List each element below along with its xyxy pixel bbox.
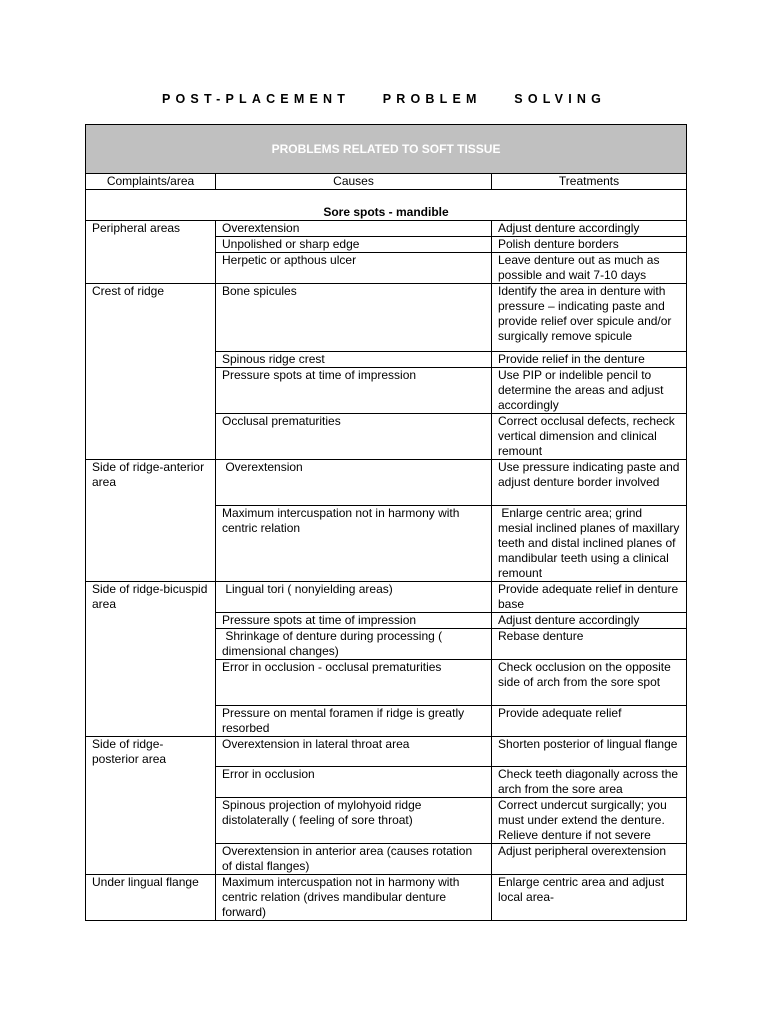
cause-cell: Maximum intercuspation not in harmony with centric relation: [216, 506, 492, 582]
table-banner: PROBLEMS RELATED TO SOFT TISSUE: [86, 125, 687, 174]
treatment-cell: Use pressure indicating paste and adjust denture border involved: [492, 460, 687, 506]
document-title: POST-PLACEMENT PROBLEM SOLVING: [161, 92, 607, 106]
treatment-cell: Leave denture out as much as possible and wait 7-10 days: [492, 253, 687, 284]
section-heading: Sore spots - mandible: [86, 190, 687, 221]
complaint-area-cell: Crest of ridge: [86, 284, 216, 460]
complaint-area-cell: Side of ridge-bicuspid area: [86, 582, 216, 737]
treatment-cell: Adjust peripheral overextension: [492, 844, 687, 875]
cause-cell: Overextension: [216, 460, 492, 506]
table-row: [86, 284, 687, 352]
banner-row: [86, 125, 687, 174]
treatment-cell: Use PIP or indelible pencil to determine the areas and adjust accordingly: [492, 368, 687, 414]
section-row: [86, 190, 687, 221]
cause-cell: Bone spicules: [216, 284, 492, 352]
treatment-cell: Enlarge centric area and adjust local area-: [492, 875, 687, 921]
cause-cell: Overextension in anterior area (causes rotation of distal flanges): [216, 844, 492, 875]
complaint-area-cell: Peripheral areas: [86, 221, 216, 284]
cause-cell: Pressure on mental foramen if ridge is greatly resorbed: [216, 706, 492, 737]
treatment-cell: Polish denture borders: [492, 237, 687, 253]
cause-cell: Herpetic or apthous ulcer: [216, 253, 492, 284]
complaint-area-cell: Side of ridge-posterior area: [86, 737, 216, 875]
table-row: [86, 875, 687, 921]
table-row: [86, 737, 687, 767]
treatment-cell: Adjust denture accordingly: [492, 613, 687, 629]
treatment-cell: Check occlusion on the opposite side of arch from the sore spot: [492, 660, 687, 706]
cause-cell: Error in occlusion: [216, 767, 492, 798]
cause-cell: Overextension in lateral throat area: [216, 737, 492, 767]
treatment-cell: Provide relief in the denture: [492, 352, 687, 368]
complaint-area-cell: Under lingual flange: [86, 875, 216, 921]
soft-tissue-problems-table: [85, 124, 687, 921]
treatment-cell: Provide adequate relief: [492, 706, 687, 737]
column-header-treatments: Treatments: [492, 174, 687, 190]
treatment-cell: Rebase denture: [492, 629, 687, 660]
treatment-cell: Check teeth diagonally across the arch from the sore area: [492, 767, 687, 798]
treatment-cell: Adjust denture accordingly: [492, 221, 687, 237]
cause-cell: Spinous ridge crest: [216, 352, 492, 368]
column-header-causes: Causes: [216, 174, 492, 190]
table-row: [86, 582, 687, 613]
cause-cell: Overextension: [216, 221, 492, 237]
cause-cell: Lingual tori ( nonyielding areas): [216, 582, 492, 613]
cause-cell: Pressure spots at time of impression: [216, 368, 492, 414]
treatment-cell: Provide adequate relief in denture base: [492, 582, 687, 613]
treatment-cell: Shorten posterior of lingual flange: [492, 737, 687, 767]
header-row: [86, 174, 687, 190]
cause-cell: Occlusal prematurities: [216, 414, 492, 460]
cause-cell: Pressure spots at time of impression: [216, 613, 492, 629]
treatment-cell: Correct undercut surgically; you must under extend the denture. Relieve denture if not severe: [492, 798, 687, 844]
treatment-cell: Enlarge centric area; grind mesial inclined planes of maxillary teeth and distal inclined planes of mandibular teeth using a clinical remount: [492, 506, 687, 582]
cause-cell: Spinous projection of mylohyoid ridge distolaterally ( feeling of sore throat): [216, 798, 492, 844]
cause-cell: Error in occlusion - occlusal prematurities: [216, 660, 492, 706]
table-body: [86, 221, 687, 921]
treatment-cell: Correct occlusal defects, recheck vertical dimension and clinical remount: [492, 414, 687, 460]
table-row: [86, 460, 687, 506]
treatment-cell: Identify the area in denture with pressure – indicating paste and provide relief over spicule and/or surgically remove spicule: [492, 284, 687, 352]
cause-cell: Shrinkage of denture during processing ( dimensional changes): [216, 629, 492, 660]
cause-cell: Unpolished or sharp edge: [216, 237, 492, 253]
cause-cell: Maximum intercuspation not in harmony with centric relation (drives mandibular denture forward): [216, 875, 492, 921]
complaint-area-cell: Side of ridge-anterior area: [86, 460, 216, 582]
column-header-complaints: Complaints/area: [86, 174, 216, 190]
table-row: [86, 221, 687, 237]
